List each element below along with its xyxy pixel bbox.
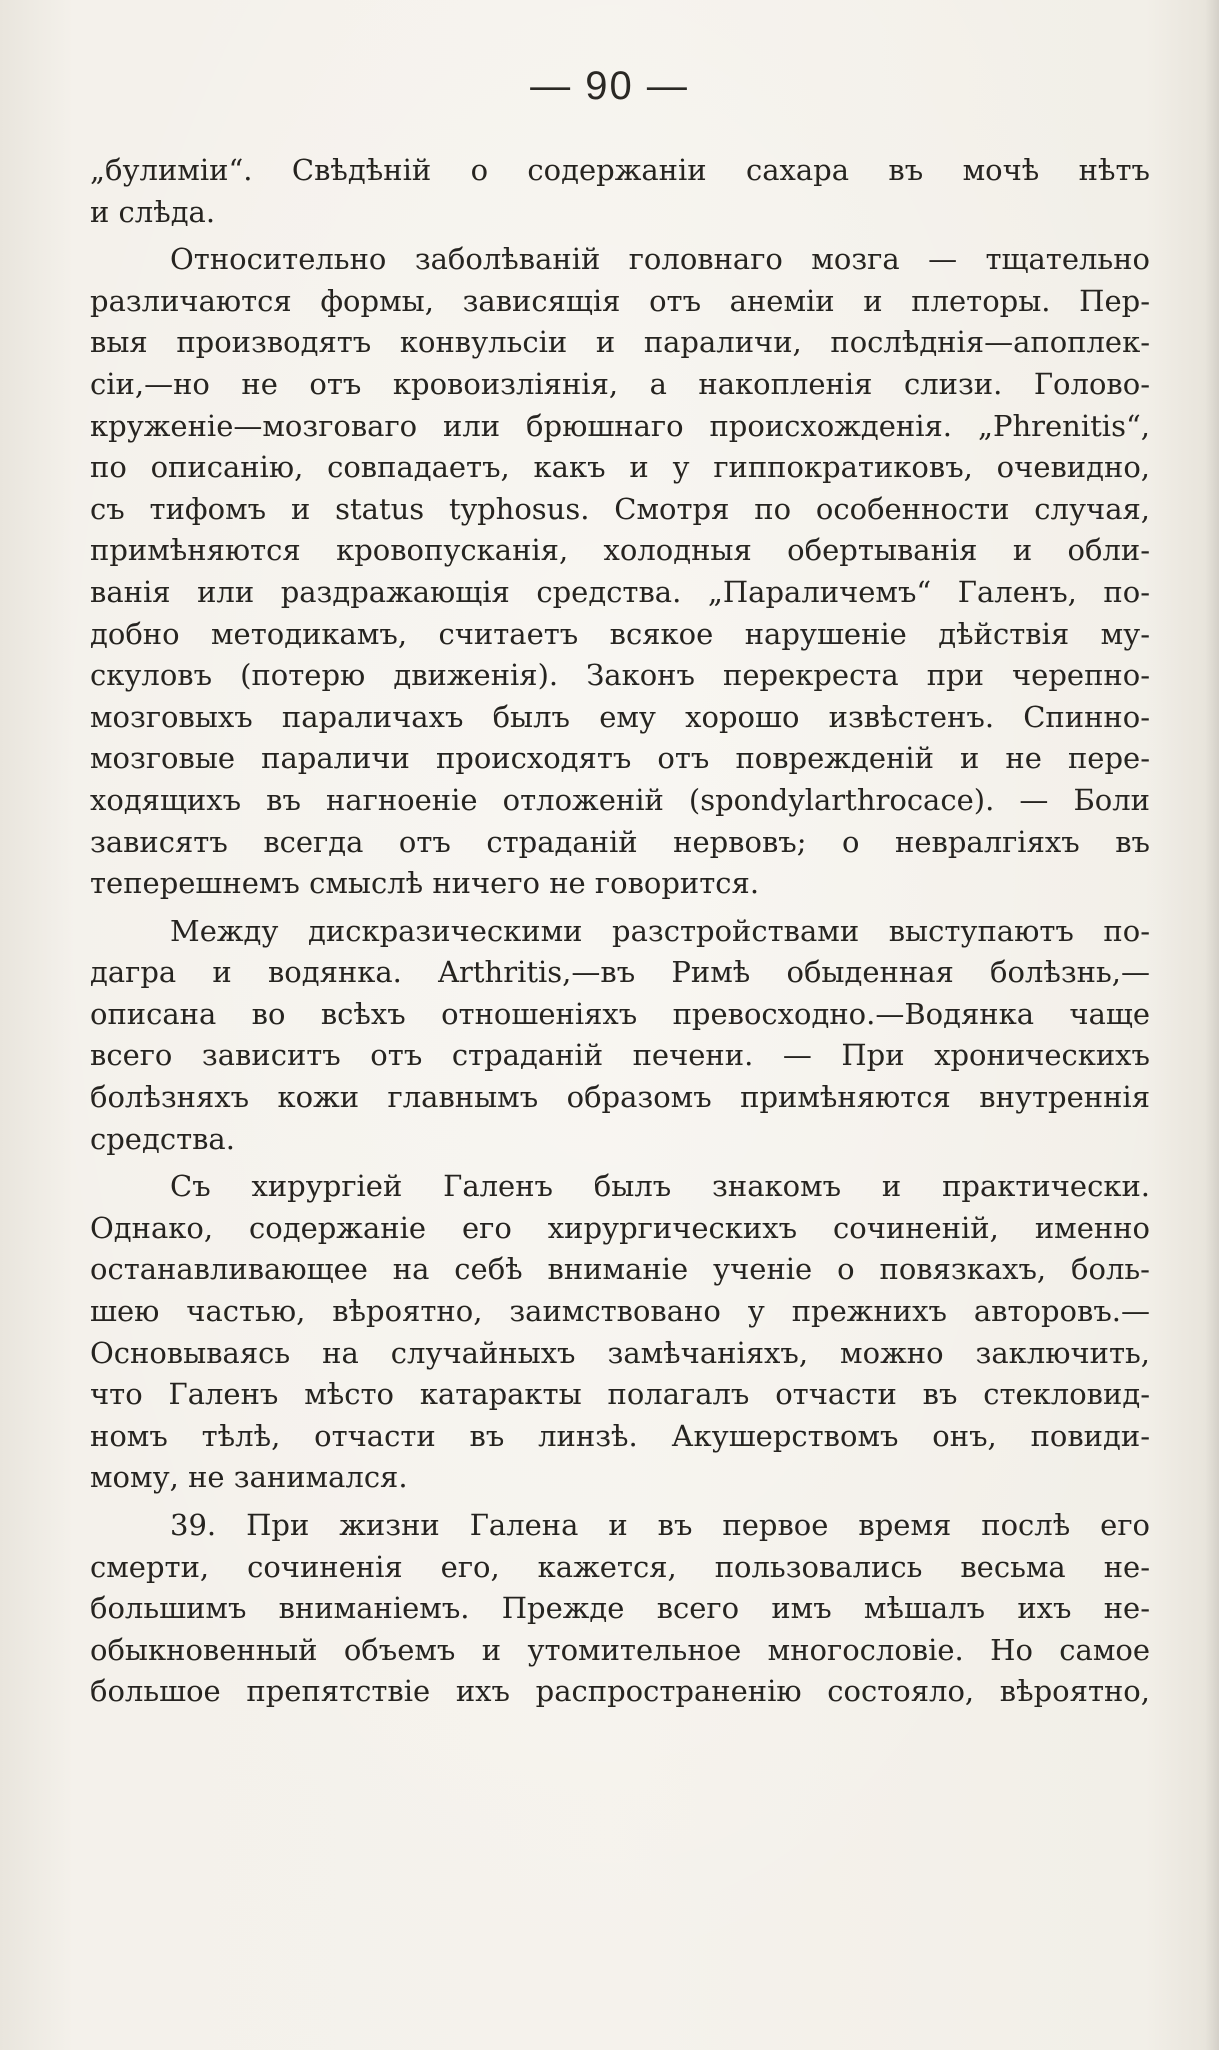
- text-line: Съ хирургіей Галенъ былъ знакомъ и практически.: [170, 1169, 1150, 1204]
- text-line: дагра и водянка. Arthritis,—въ Римѣ обыденная болѣзнь,—: [90, 955, 1150, 990]
- text-line: мозговые параличи происходятъ отъ поврежденій и не пере-: [90, 741, 1150, 776]
- text-line: и слѣда.: [90, 194, 216, 229]
- text-line: средства.: [90, 1121, 235, 1156]
- text-line: всего зависитъ отъ страданій печени. — При хроническихъ: [90, 1038, 1150, 1073]
- text-line: Основываясь на случайныхъ замѣчаніяхъ, можно заключить,: [90, 1335, 1150, 1370]
- text-line: выя производятъ конвульсіи и параличи, послѣднія—апоплек-: [90, 325, 1150, 360]
- text-line: Относительно заболѣваній головнаго мозга — тщательно: [170, 242, 1150, 277]
- paragraph: [90, 239, 1150, 905]
- paragraph: [90, 911, 1150, 1161]
- text-line: шею частью, вѣроятно, заимствовано у прежнихъ авторовъ.—: [90, 1294, 1150, 1329]
- text-line: примѣняются кровопусканія, холодныя обертыванія и обли-: [90, 533, 1150, 568]
- text-line: 39. При жизни Галена и въ первое время послѣ его: [170, 1508, 1150, 1542]
- text-line: Однако, содержаніе его хирургическихъ сочиненій, именно: [90, 1210, 1150, 1245]
- text-line: сіи,—но не отъ кровоизліянія, а накопленія слизи. Голово-: [90, 366, 1150, 401]
- text-line: обыкновенный объемъ и утомительное многословіе. Но самое: [90, 1632, 1150, 1667]
- page-number: — 90 —: [530, 64, 689, 108]
- text-line: различаются формы, зависящія отъ анеміи и плеторы. Пер-: [90, 283, 1150, 318]
- text-line: скуловъ (потерю движенія). Законъ перекреста при черепно-: [90, 658, 1150, 693]
- text-line: ходящихъ въ нагноеніе отложеній (spondylarthrocace). — Боли: [90, 782, 1150, 817]
- body-text: [90, 150, 1150, 1713]
- text-line: „булиміи“. Свѣдѣній о содержаніи сахара въ мочѣ нѣтъ: [90, 153, 1150, 187]
- paragraph: [90, 1166, 1150, 1499]
- text-line: останавливающее на себѣ вниманіе ученіе о повязкахъ, боль-: [90, 1252, 1150, 1287]
- text-line: описана во всѣхъ отношеніяхъ превосходно.—Водянка чаще: [90, 996, 1150, 1031]
- text-line: добно методикамъ, считаетъ всякое нарушеніе дѣйствія му-: [90, 616, 1150, 651]
- text-line: зависятъ всегда отъ страданій нервовъ; о невралгіяхъ въ: [90, 824, 1150, 859]
- page-edge-shadow: [1205, 0, 1219, 2050]
- paragraph: [90, 150, 1150, 233]
- text-line: мому, не занимался.: [90, 1460, 408, 1495]
- text-line: большимъ вниманіемъ. Прежде всего имъ мѣшалъ ихъ не-: [90, 1591, 1150, 1626]
- text-line: мозговыхъ параличахъ былъ ему хорошо извѣстенъ. Спинно-: [90, 699, 1150, 734]
- text-line: что Галенъ мѣсто катаракты полагалъ отчасти въ стекловид-: [90, 1377, 1150, 1412]
- text-line: смерти, сочиненія его, кажется, пользовались весьма не-: [90, 1549, 1150, 1584]
- text-line: номъ тѣлѣ, отчасти въ линзѣ. Акушерствомъ онъ, повиди-: [90, 1418, 1150, 1453]
- text-line: болѣзняхъ кожи главнымъ образомъ примѣняются внутреннія: [90, 1080, 1150, 1115]
- text-line: теперешнемъ смыслѣ ничего не говорится.: [90, 866, 760, 901]
- text-line: круженіе—мозговаго или брюшнаго происхожденія. „Phrenitis“,: [90, 408, 1150, 443]
- text-line: большое препятствіе ихъ распространенію состояло, вѣроятно,: [90, 1674, 1150, 1709]
- text-line: съ тифомъ и status typhosus. Смотря по особенности случая,: [90, 491, 1150, 526]
- text-line: Между дискразическими разстройствами выступаютъ по-: [170, 913, 1150, 948]
- text-line: по описанію, совпадаетъ, какъ и у гиппократиковъ, очевидно,: [90, 450, 1150, 485]
- text-line: ванія или раздражающія средства. „Параличемъ“ Галенъ, по-: [90, 574, 1150, 609]
- paragraph: [90, 1505, 1150, 1713]
